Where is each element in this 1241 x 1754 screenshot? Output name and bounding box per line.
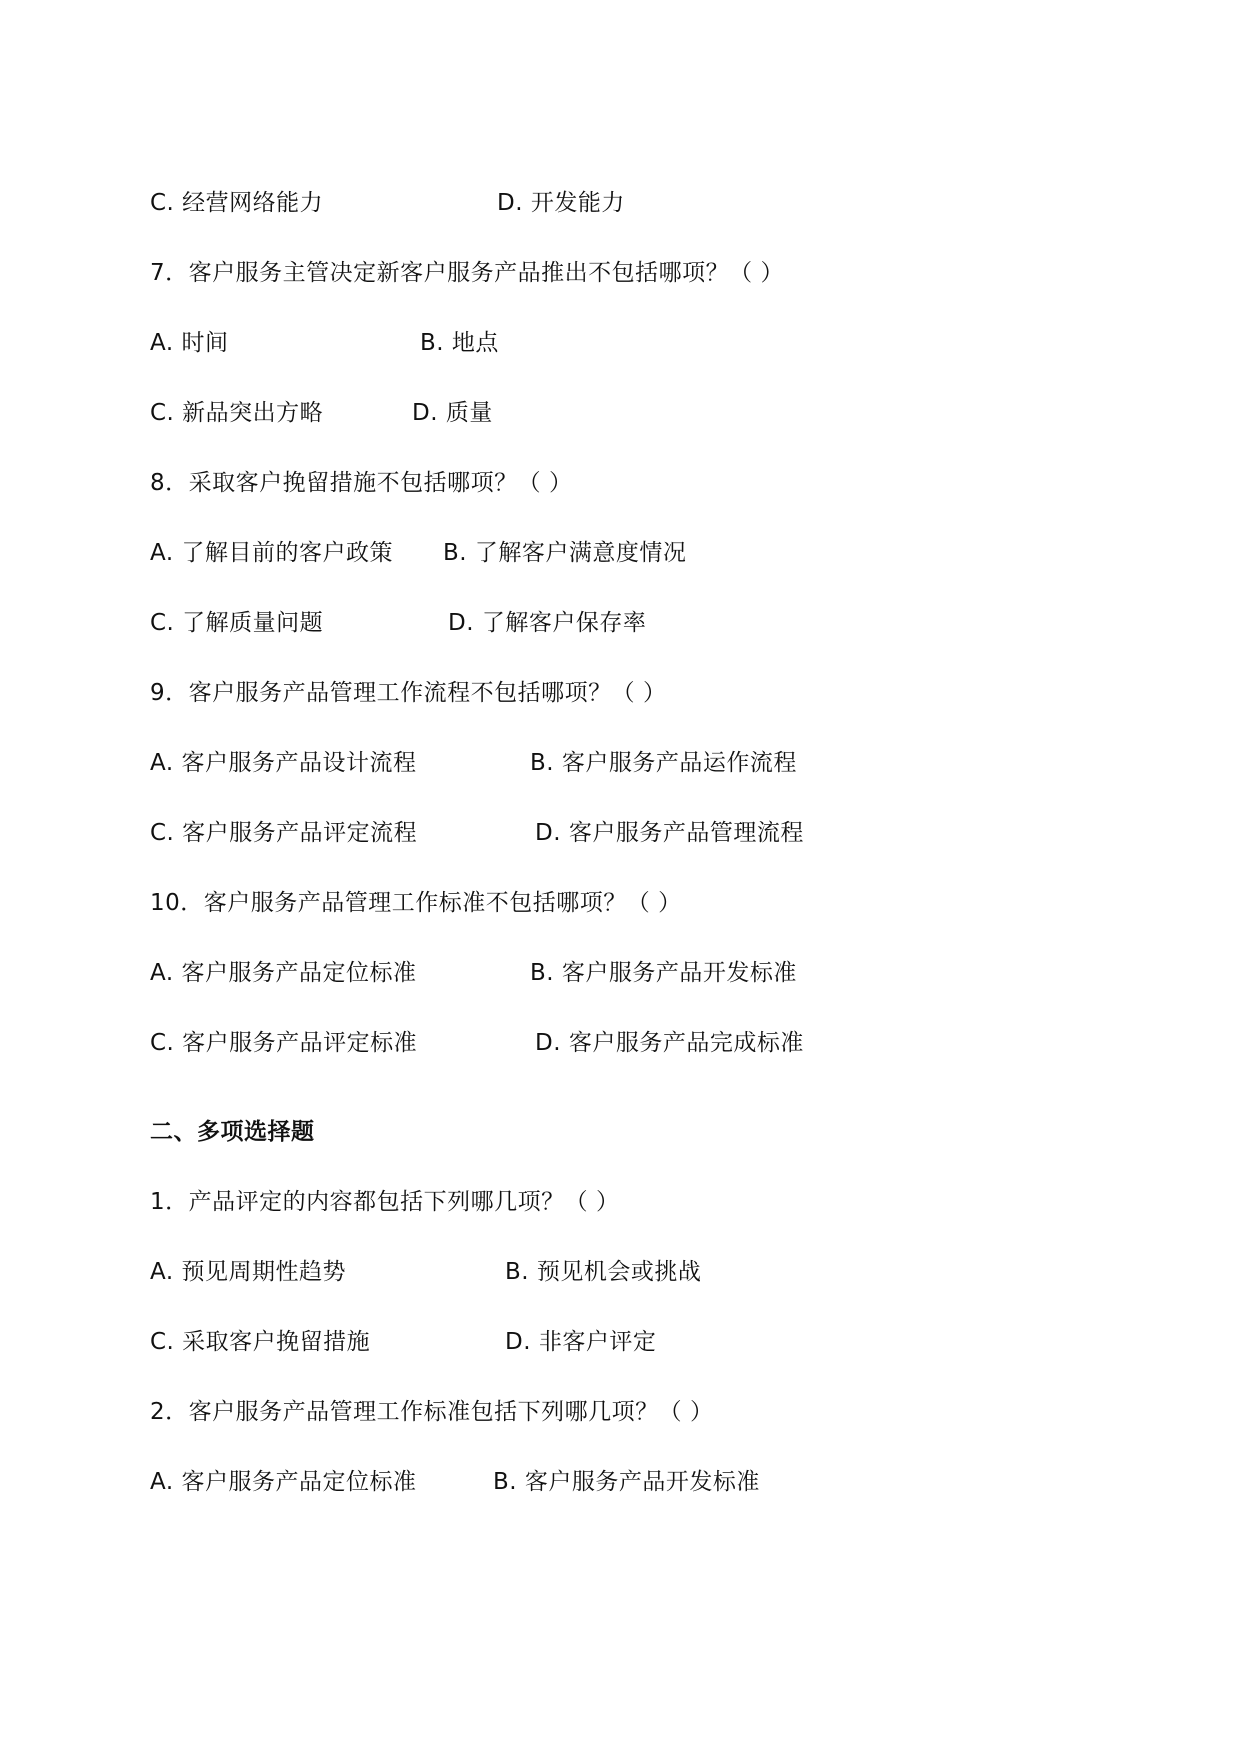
option-d: D. 了解客户保存率 [448,610,647,636]
option-a: A. 时间 [150,330,229,356]
option-a: A. 了解目前的客户政策 [150,540,393,566]
option-c: C. 了解质量问题 [150,610,324,636]
option-a: A. 客户服务产品定位标准 [150,960,417,986]
option-a: A. 客户服务产品定位标准 [150,1469,417,1495]
option-b: B. 客户服务产品开发标准 [530,960,797,986]
option-b: B. 预见机会或挑战 [505,1259,702,1285]
option-d: D. 非客户评定 [505,1329,657,1355]
option-b: B. 客户服务产品运作流程 [530,750,797,776]
option-a: A. 客户服务产品设计流程 [150,750,417,776]
option-b: B. 客户服务产品开发标准 [493,1469,760,1495]
option-d: D. 质量 [412,400,493,426]
option-c: C. 新品突出方略 [150,400,324,426]
question-8: 8．采取客户挽留措施不包括哪项？（ ） [150,470,573,496]
option-c: C. 客户服务产品评定流程 [150,820,418,846]
section-heading: 二、多项选择题 [150,1119,315,1145]
option-c: C. 采取客户挽留措施 [150,1329,371,1355]
question-9: 9．客户服务产品管理工作流程不包括哪项？（ ） [150,680,667,706]
question-multi-2: 2．客户服务产品管理工作标准包括下列哪几项？（ ） [150,1399,714,1425]
question-multi-1: 1．产品评定的内容都包括下列哪几项？（ ） [150,1189,620,1215]
option-c: C. 经营网络能力 [150,190,324,216]
option-b: B. 地点 [420,330,499,356]
option-a: A. 预见周期性趋势 [150,1259,346,1285]
option-d: D. 客户服务产品完成标准 [535,1030,804,1056]
option-d: D. 客户服务产品管理流程 [535,820,804,846]
question-10: 10．客户服务产品管理工作标准不包括哪项？（ ） [150,890,682,916]
option-d: D. 开发能力 [497,190,625,216]
option-c: C. 客户服务产品评定标准 [150,1030,418,1056]
option-b: B. 了解客户满意度情况 [443,540,687,566]
question-7: 7．客户服务主管决定新客户服务产品推出不包括哪项？（ ） [150,260,784,286]
